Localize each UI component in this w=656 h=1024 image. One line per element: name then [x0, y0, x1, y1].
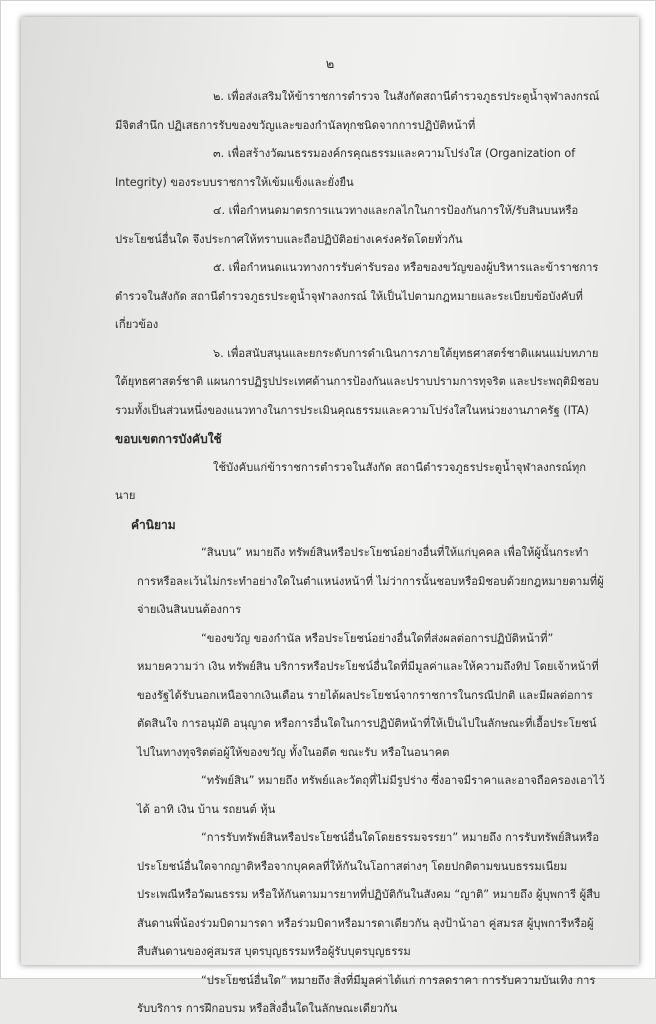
scope-heading: ขอบเขตการบังคับใช้	[115, 432, 222, 446]
definitions-heading: คำนิยาม	[131, 517, 176, 532]
definition-bribe: “สินบน” หมายถึง ทรัพย์สินหรือประโยชน์อย่างอื่นที่ให้แก่บุคคล เพื่อให้ผู้นั้นกระทำการหรือละเว้นไม่กระทำอย่างใดในตำแหน่งหน้าที่ ไม่ว่าการนั้นชอบหรือมิชอบด้วยกฎหมายตามที่ผู้จ่ายเงินสินบนต้องการ	[137, 546, 604, 616]
objective-paragraph-3: ๓. เพื่อสร้างวัฒนธรรมองค์กรคุณธรรมและความโปร่งใส (Organization of Integrity) ของระบบราชการให้เข้มแข็งและยั่งยืน	[115, 147, 576, 189]
objective-paragraph-5: ๕. เพื่อกำหนดแนวทางการรับค่ารับรอง หรือของขวัญของผู้บริหารและข้าราชการตำรวจในสังกัด สถานีตำรวจภูธรประตูน้ำจุฬาลงกรณ์ ให้เป็นไปตามกฎหมายและระเบียบข้อบังคับที่เกี่ยวข้อง	[115, 261, 599, 331]
definition-gift: “ของขวัญ ของกำนัล หรือประโยชน์อย่างอื่นใดที่ส่งผลต่อการปฏิบัติหน้าที่” หมายความว่า เงิน ทรัพย์สิน บริการหรือประโยชน์อื่นใดที่มีมูลค่าและให้ความถึงทิป โดยเจ้าหน้าที่ของรัฐได้รับนอกเหนือจากเงินเดือน รายได้ผลประโยชน์จากราชการในกรณีปกติ และมีผลต่อการตัดสินใจ การอนุมัติ อนุญาต หรือการอื่นใดในการปฏิบัติหน้าที่ให้เป็นไปในลักษณะที่เอื้อประโยชน์ไปในทางทุจริตต่อผู้ให้ของขวัญ ทั้งในอดีต ขณะรับ หรือในอนาคต	[137, 631, 599, 759]
definition-other-benefit: “ประโยชน์อื่นใด” หมายถึง สิ่งที่มีมูลค่าได้แก่ การลดราคา การรับความบันเทิง การรับบริการ การฝึกอบรม หรือสิ่งอื่นใดในลักษณะเดียวกัน	[137, 973, 596, 1015]
definition-ethical-receipt: “การรับทรัพย์สินหรือประโยชน์อื่นใดโดยธรรมจรรยา” หมายถึง การรับทรัพย์สินหรือประโยชน์อื่นใดจากญาติหรือจากบุคคลที่ให้กันในโอกาสต่างๆ โดยปกติตามขนบธรรมเนียม ประเพณีหรือวัฒนธรรม หรือให้กันตามมารยาทที่ปฏิบัติกันในสังคม “ญาติ” หมายถึง ผู้บุพการี ผู้สืบสันดานพี่น้องร่วมบิดามารดา หรือร่วมบิดาหรือมารดาเดียวกัน ลุงป้าน้าอา คู่สมรส ผู้บุพการีหรือผู้สืบสันดานของคู่สมรส บุตรบุญธรรมหรือผู้รับบุตรบุญธรรม	[137, 831, 601, 958]
objective-paragraph-6: ๖. เพื่อสนับสนุนและยกระดับการดำเนินการภายใต้ยุทธศาสตร์ชาติแผนแม่บทภายใต้ยุทธศาสตร์ชาติ แผนการปฏิรูปประเทศด้านการป้องกันและปราบปรามการทุจริต และประพฤติมิชอบรวมทั้งเป็นส่วนหนึ่งของแนวทางในการประเมินคุณธรรมและความโปร่งใสในหน่วยงานภาครัฐ (ITA)	[115, 346, 599, 417]
objective-paragraph-4: ๔. เพื่อกำหนดมาตรการแนวทางและกลไกในการป้องกันการให้/รับสินบนหรือประโยชน์อื่นใด จึงประกาศให้ทราบและถือปฏิบัติอย่างเคร่งครัดโดยทั่วกัน	[115, 204, 579, 246]
page-number: ๒	[325, 57, 335, 72]
definition-property: “ทรัพย์สิน” หมายถึง ทรัพย์และวัตถุที่ไม่มีรูปร่าง ซึ่งอาจมีราคาและอาจถือครองเอาไว้ได้ อาทิ เงิน บ้าน รถยนต์ หุ้น	[137, 774, 605, 816]
document-body	[115, 83, 605, 1024]
scope-text: ใช้บังคับแก่ข้าราชการตำรวจในสังกัด สถานีตำรวจภูธรประตูน้ำจุฬาลงกรณ์ทุกนาย	[115, 460, 587, 502]
objective-paragraph-2: ๒. เพื่อส่งเสริมให้ข้าราชการตำรวจ ในสังกัดสถานีตำรวจภูธรประตูน้ำจุฬาลงกรณ์ มีจิตสำนึก ปฏิเสธการรับของขวัญและของกำนัลทุกชนิดจากการปฏิบัติหน้าที่	[115, 90, 600, 132]
document-page	[21, 17, 639, 1015]
